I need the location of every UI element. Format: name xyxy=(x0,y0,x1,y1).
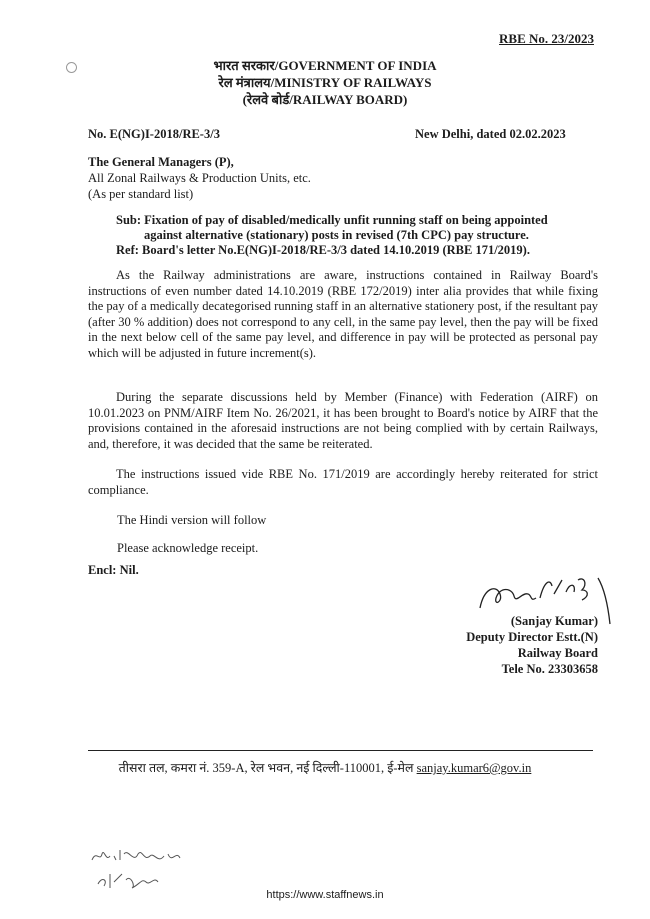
paragraph-2: During the separate discussions held by Member (Finance) with Federation (AIRF) on 10.01.2023 on PNM/AIRF Item No. 26/2021, it has been brought to Board's notice by AIRF that the provisions contained in the aforesaid instructions are not being complied with by certain Railways, and, therefore, it was decided that the same be reiterated. xyxy=(88,390,598,451)
reference-line: Ref: Board's letter No.E(NG)I-2018/RE-3/3 dated 14.10.2019 (RBE 171/2019). xyxy=(116,243,530,257)
signatory-designation: Deputy Director Estt.(N) xyxy=(466,630,598,644)
addressee-title: The General Managers (P), xyxy=(88,155,234,169)
addressee-list: (As per standard list) xyxy=(88,187,194,201)
subject-block xyxy=(116,213,596,258)
handwritten-note xyxy=(88,844,198,894)
signatory-name: (Sanjay Kumar) xyxy=(510,614,598,628)
source-url[interactable]: https://www.staffnews.in xyxy=(266,889,384,901)
enclosure: Encl: Nil. xyxy=(88,563,139,577)
subject-line-1: Sub: Fixation of pay of disabled/medically unfit running staff on being appointed xyxy=(116,213,548,227)
header-board: (रेलवे बोर्ड/RAILWAY BOARD) xyxy=(242,92,408,107)
footer-divider xyxy=(88,750,593,751)
paragraph-4: The Hindi version will follow xyxy=(117,513,267,527)
addressee-units: All Zonal Railways & Production Units, etc. xyxy=(88,171,311,185)
file-number: No. E(NG)I-2018/RE-3/3 xyxy=(88,127,220,141)
signatory-office: Railway Board xyxy=(517,646,598,660)
subject-line-2: against alternative (stationary) posts in revised (7th CPC) pay structure. xyxy=(144,228,529,242)
rbe-number: RBE No. 23/2023 xyxy=(499,31,594,46)
signatory-block xyxy=(466,613,598,677)
footer-address xyxy=(0,759,650,776)
paragraph-5: Please acknowledge receipt. xyxy=(117,541,259,555)
place-date: New Delhi, dated 02.02.2023 xyxy=(415,127,566,141)
signatory-phone: Tele No. 23303658 xyxy=(501,662,598,676)
footer-address-text: तीसरा तल, कमरा नं. 359-A, रेल भवन, नई दिल्ली-110001, ई-मेल xyxy=(118,761,414,775)
header-ministry: रेल मंत्रालय/MINISTRY OF RAILWAYS xyxy=(218,75,432,90)
paragraph-1: As the Railway administrations are aware, instructions contained in Railway Board's instructions of even number dated 14.10.2019 (RBE 172/2019) inter alia provides that while fixing the pay of a medically decategorised running staff in an alternative stationery post, if the resultant pay (after 30 % addition) does not correspond to any cell, in the same pay level, then the pay will be fixed in the next below cell of the same pay level, and difference in pay will be protected as personal pay which will be adjusted in future increment(s). xyxy=(88,268,598,360)
footer-email-link[interactable]: sanjay.kumar6@gov.in xyxy=(416,761,532,775)
paragraph-3: The instructions issued vide RBE No. 171/2019 are accordingly hereby reiterated for strict compliance. xyxy=(88,467,598,497)
header-government: भारत सरकार/GOVERNMENT OF INDIA xyxy=(213,58,437,73)
